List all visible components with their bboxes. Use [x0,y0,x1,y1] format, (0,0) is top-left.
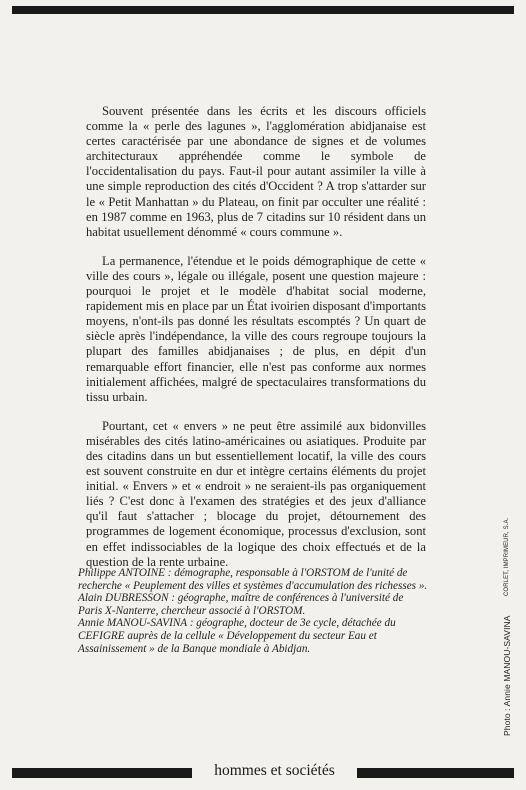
author-credits [78,567,430,655]
series-title: hommes et sociétés [214,762,335,779]
credit-dubresson: Alain DUBRESSON : géographe, maître de conférences à l'université de Paris X-Nanterre, chercheur associé à l'ORSTOM. [78,592,404,617]
credit-manou-savina: Annie MANOU-SAVINA : géographe, docteur de 3e cycle, détachée du CEFIGRE auprès de la cellule « Développement du secteur Eau et Assainissement » de la Banque mondiale à Abidjan. [78,617,396,655]
top-rule [12,6,514,14]
bottom-rule-right [357,768,514,778]
back-cover-text [86,104,426,584]
printer-credit: CORLET, IMPRIMEUR, S.A. [504,517,510,596]
photo-credit: Photo : Annie MANOU-SAVINA [502,615,512,736]
paragraph-2: La permanence, l'étendue et le poids démographique de cette « ville des cours », légale ou illégale, posent une question majeure : pourquoi le projet et le modèle d'habitat social moderne, rapidement mis en place par un État ivoirien disposant d'importants moyens, n'ont-ils pas donné les résultats escomptés ? Un quart de siècle après l'indépendance, la ville des cours regroupe toujours la plupart des familles abidjanaises ; de plus, en dépit d'un remarquable effort financier, elle n'est pas conforme aux normes initialement affichées, malgré de spectaculaires transformations du tissu urbain. [86,253,426,404]
paragraph-1: Souvent présentée dans les écrits et les discours officiels comme la « perle des lagunes », l'agglomération abidjanaise est certes caractérisée par une abondance de signes et de volumes architecturaux appréhendée comme le symbole de l'occidentalisation du pays. Faut-il pour autant assimiler la ville à une simple reproduction des cités d'Occident ? A trop s'attarder sur le « Petit Manhattan » du Plateau, on finit par occulter une réalité : en 1987 comme en 1963, plus de 7 citadins sur 10 résident dans un habitat usuellement dénommé « cours commune ». [86,104,426,239]
bottom-rule-left [12,768,192,778]
paragraph-3: Pourtant, cet « envers » ne peut être assimilé aux bidonvilles misérables des cités latino-américaines ou asiatiques. Produite par des citadins dans un but essentiellement locatif, la ville des cours est souvent construite en dur et intègre certains éléments du projet initial. « Envers » et « endroit » ne seraient-ils pas organiquement liés ? C'est donc à l'examen des stratégies et des jeux d'alliance qu'il faut s'attacher ; blocage du projet, détournement des programmes de logement économique, processus d'exclusion, sont en effet indissociables de la logique des choix effectués et de la question de la rente urbaine. [86,418,426,569]
credit-antoine: Philippe ANTOINE : démographe, responsable à l'ORSTOM de l'unité de recherche « Peuplement des villes et systèmes d'accumulation des richesses ». [78,567,428,592]
